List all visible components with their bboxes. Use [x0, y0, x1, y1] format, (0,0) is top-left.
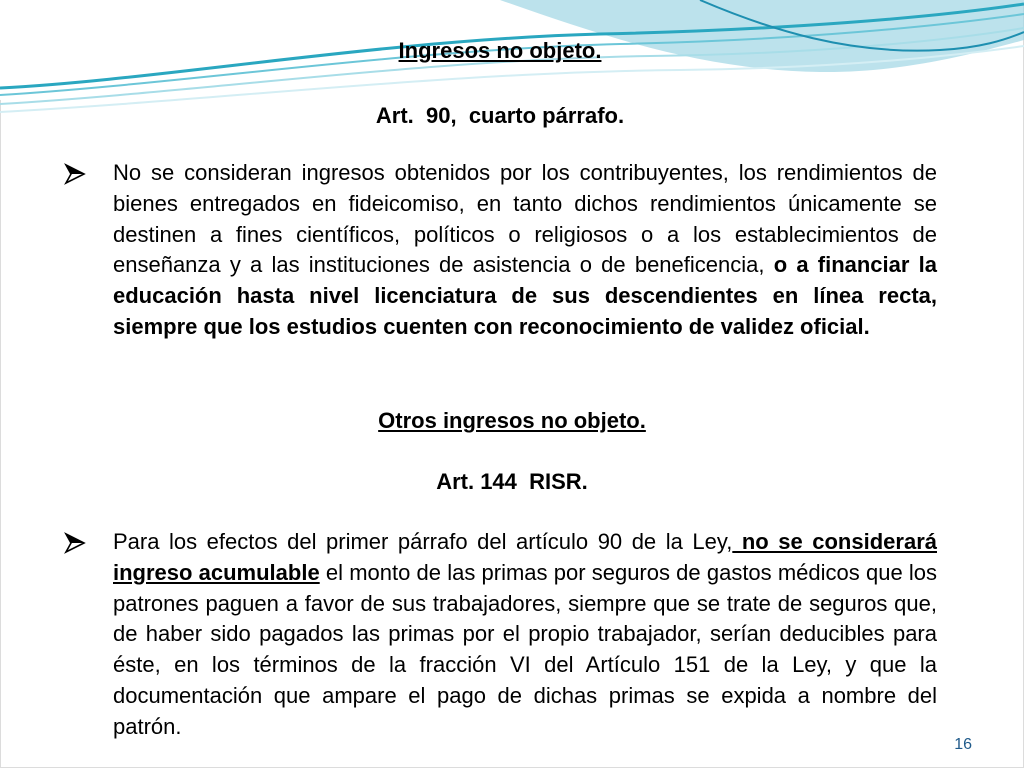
paragraph-1-normal: No se consideran ingresos obtenidos por los contribuyentes, los rendimientos de bienes entregados en fideicomiso, en tanto dichos rendimientos únicamente se destinen a fines científicos, políticos o religiosos o a los establecimientos de enseñanza y a las instituciones de asistencia o de beneficencia,	[113, 160, 937, 278]
arrow-bullet-icon	[64, 532, 86, 554]
heading-art-90: Art. 90, cuarto párrafo.	[375, 103, 625, 128]
heading-otros-ingresos	[0, 408, 1024, 434]
heading-ingresos-no-objeto	[0, 38, 1012, 64]
heading-otros-text: Otros ingresos no objeto.	[378, 408, 646, 433]
arrow-bullet-icon	[64, 163, 86, 185]
paragraph-art-144	[113, 527, 937, 743]
heading-ingresos-text: Ingresos no objeto.	[398, 38, 602, 63]
paragraph-2-rest: el monto de las primas por seguros de gastos médicos que los patrones paguen a favor de sus trabajadores, siempre que se trate de seguros que, de haber sido pagados las primas por el propio trabajador, serían deducibles para éste, en los términos de la fracción VI del Artículo 151 de la Ley, y que la documentación que ampare el pago de dichas primas se expida a nombre del patrón.	[113, 559, 937, 739]
paragraph-2-lead: Para los efectos del primer párrafo del artículo 90 de la Ley,	[113, 529, 733, 554]
paragraph-1-bold: o a financiar la educación hasta nivel licenciatura de sus descendientes en línea recta, siempre que los estudios cuenten con reconocimiento de validez oficial.	[113, 252, 937, 339]
paragraph-art-90	[113, 158, 937, 343]
paragraph-2-bold-underlined: no se considerará ingreso acumulable	[113, 529, 937, 585]
heading-art-144: Art. 144 RISR.	[436, 469, 588, 494]
page-number: 16	[954, 736, 972, 753]
